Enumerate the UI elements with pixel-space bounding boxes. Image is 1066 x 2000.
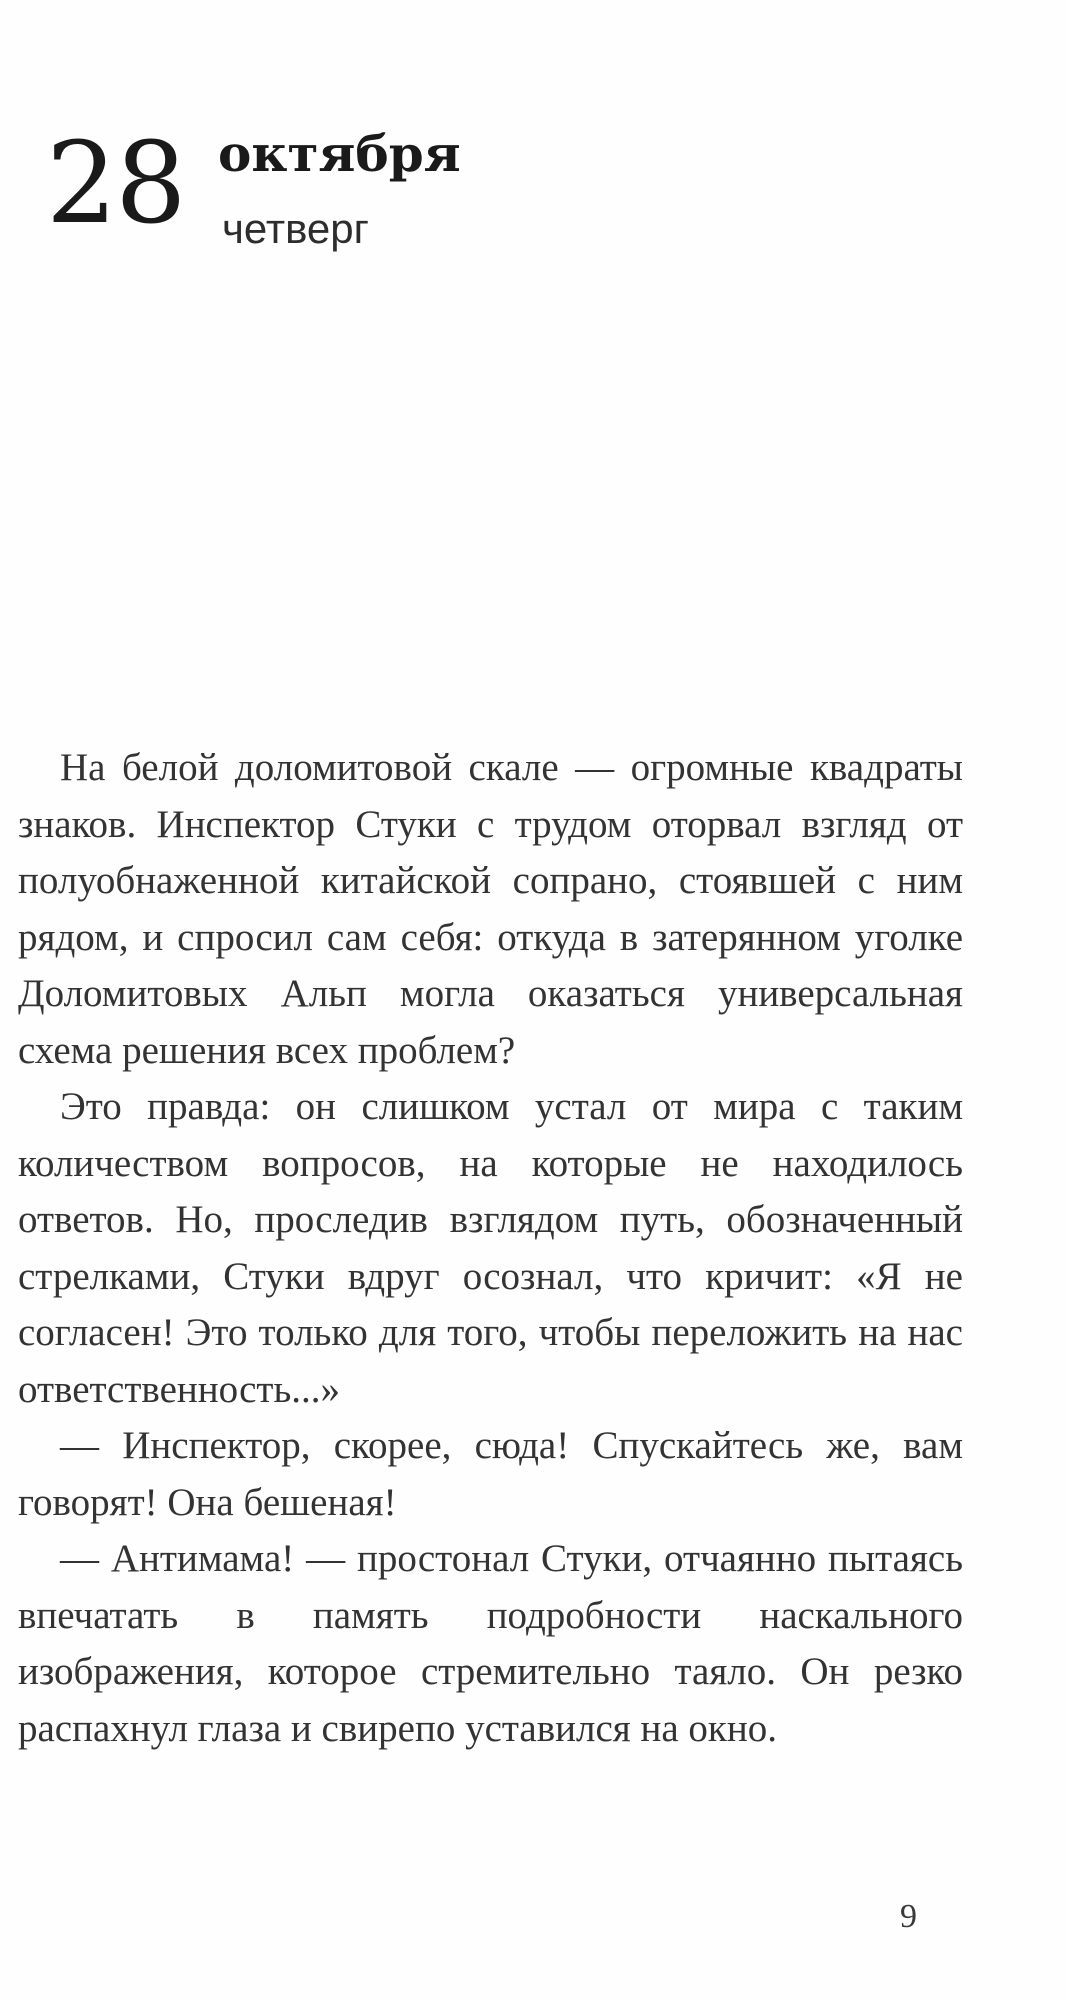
- paragraph: — Инспектор, скорее, сюда! Спускайтесь же, вам говорят! Она бешеная!: [18, 1424, 963, 1524]
- paragraph: — Антимама! — простонал Стуки, отчаянно пытаясь впечатать в память подробности наскального изображения, которое стремительно таяло. Он резко распахнул глаза и свирепо уставился на окно.: [18, 1537, 963, 1750]
- weekday-name: четверг: [222, 205, 369, 252]
- paragraph: На белой доломитовой скале — огромные квадраты знаков. Инспектор Стуки с трудом оторвал взгляд от полуобнаженной китайской сопрано, стоявшей с ним рядом, и спросил сам себя: откуда в затерянном уголке Доломитовых Альп могла оказаться универсальная схема решения всех проблем?: [18, 746, 963, 1072]
- page-number: 9: [900, 1898, 917, 1935]
- paragraph: Это правда: он слишком устал от мира с таким количеством вопросов, на которые не находилось ответов. Но, проследив взглядом путь, обозначенный стрелками, Стуки вдруг осознал, что кричит: «Я не согласен! Это только для того, чтобы переложить на нас ответственность...»: [18, 1085, 963, 1411]
- month-name: октября: [218, 124, 461, 183]
- body-text: [18, 740, 963, 1757]
- day-number: 28: [46, 119, 185, 249]
